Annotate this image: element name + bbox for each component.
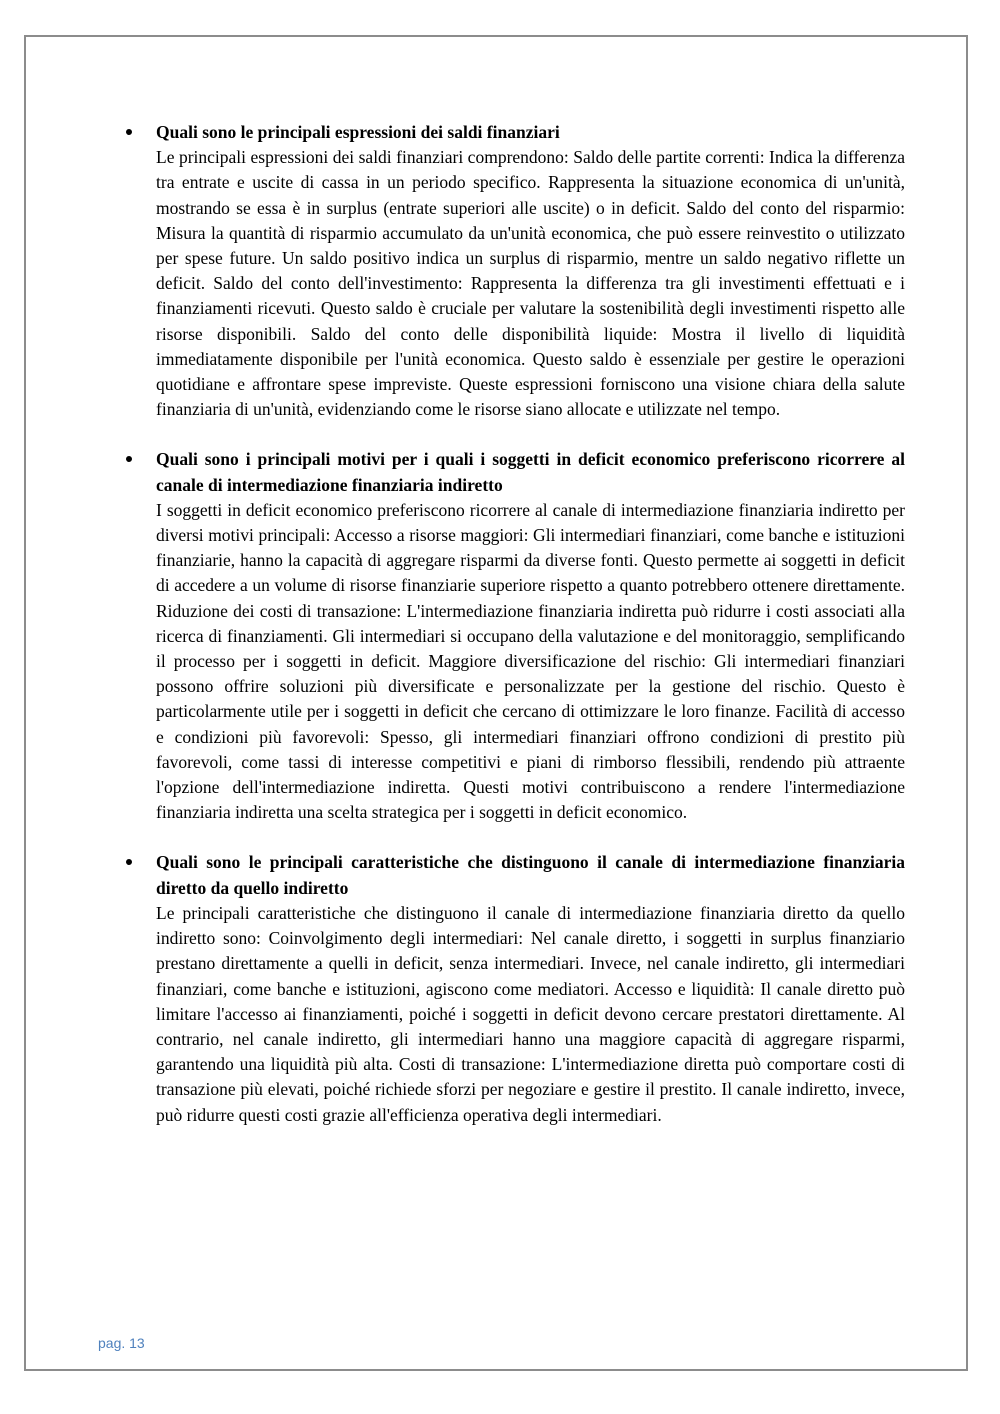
question-heading: Quali sono le principali caratteristiche che distinguono il canale di intermediazione finanziaria diretto da quello indiretto: [156, 852, 905, 898]
answer-paragraph: Le principali caratteristiche che distinguono il canale di intermediazione finanziaria diretto da quello indiretto sono: Coinvolgimento degli intermediari: Nel canale diretto, i soggetti in surplus finanziario prestano direttamente a quelli in deficit, senza intermediari. Invece, nel canale indiretto, gli intermediari finanziari, come banche e istituzioni, agiscono come mediatori. Accesso e liquidità: Il canale diretto può limitare l'accesso ai finanziamenti, poiché i soggetti in deficit devono cercare prestatori direttamente. Al contrario, nel canale indiretto, gli intermediari hanno una maggiore capacità di aggregare risparmi, garantendo una liquidità più alta. Costi di transazione: L'intermediazione diretta può comportare costi di transazione più elevati, poiché richiede sforzi per negoziare e gestire il prestito. Il canale indiretto, invece, può ridurre questi costi grazie all'efficienza operativa degli intermediari.: [156, 902, 905, 1125]
answer-paragraph: Le principali espressioni dei saldi finanziari comprendono: Saldo delle partite correnti: Indica la differenza tra entrate e uscite di cassa in un periodo specifico. Rappresenta la situazione economica di un'unità, mostrando se essa è in surplus (entrate superiori alle uscite) o in deficit. Saldo del conto del risparmio: Misura la quantità di risparmio accumulato da un'unità economica, che può essere reinvestito o utilizzato per spese future. Un saldo positivo indica un surplus di risparmio, mentre un saldo negativo riflette un deficit. Saldo del conto dell'investimento: Rappresenta la differenza tra gli investimenti effettuati e i finanziamenti ricevuti. Questo saldo è cruciale per valutare la sostenibilità degli investimenti rispetto alle risorse disponibili. Saldo del conto delle disponibilità liquide: Mostra il livello di liquidità immediatamente disponibile per l'unità economica. Questo saldo è essenziale per gestire le operazioni quotidiane e affrontare spese impreviste. Queste espressioni forniscono una visione chiara della salute finanziaria di un'unità, evidenziando come le risorse siano allocate e utilizzate nel tempo.: [156, 147, 905, 420]
document-body: [120, 120, 905, 1153]
qa-item-motivi-intermediazione-indiretta: [120, 447, 905, 825]
question-heading: Quali sono le principali espressioni dei saldi finanziari: [156, 122, 560, 142]
bullet-icon: [126, 129, 132, 135]
bullet-icon: [126, 859, 132, 865]
answer-paragraph: I soggetti in deficit economico preferiscono ricorrere al canale di intermediazione finanziaria indiretto per diversi motivi principali: Accesso a risorse maggiori: Gli intermediari finanziari, come banche e istituzioni finanziarie, hanno la capacità di aggregare risparmi da diverse fonti. Questo permette ai soggetti in deficit di accedere a un volume di risorse finanziarie superiore rispetto a quanto potrebbero ottenere direttamente. Riduzione dei costi di transazione: L'intermediazione finanziaria indiretta può ridurre i costi associati alla ricerca di finanziamenti. Gli intermediari si occupano della valutazione e del monitoraggio, semplificando il processo per i soggetti in deficit. Maggiore diversificazione del rischio: Gli intermediari finanziari possono offrire soluzioni più diversificate e personalizzate per la gestione del rischio. Questo è particolarmente utile per i soggetti in deficit che cercano di ottimizzare le loro finanze. Facilità di accesso e condizioni più favorevoli: Spesso, gli intermediari finanziari offrono condizioni di prestito più favorevoli, come tassi di interesse competitivi e piani di rimborso flessibili, rendendo più attraente l'opzione dell'intermediazione indiretta. Questi motivi contribuiscono a rendere l'intermediazione finanziaria indiretta una scelta strategica per i soggetti in deficit economico.: [156, 499, 905, 823]
bullet-icon: [126, 456, 132, 462]
question-heading: Quali sono i principali motivi per i quali i soggetti in deficit economico preferiscono ricorrere al canale di intermediazione finanziaria indiretto: [156, 449, 905, 495]
page-number: pag. 13: [98, 1335, 145, 1351]
qa-item-saldi-finanziari: [120, 120, 905, 422]
qa-item-diretto-vs-indiretto: [120, 850, 905, 1127]
